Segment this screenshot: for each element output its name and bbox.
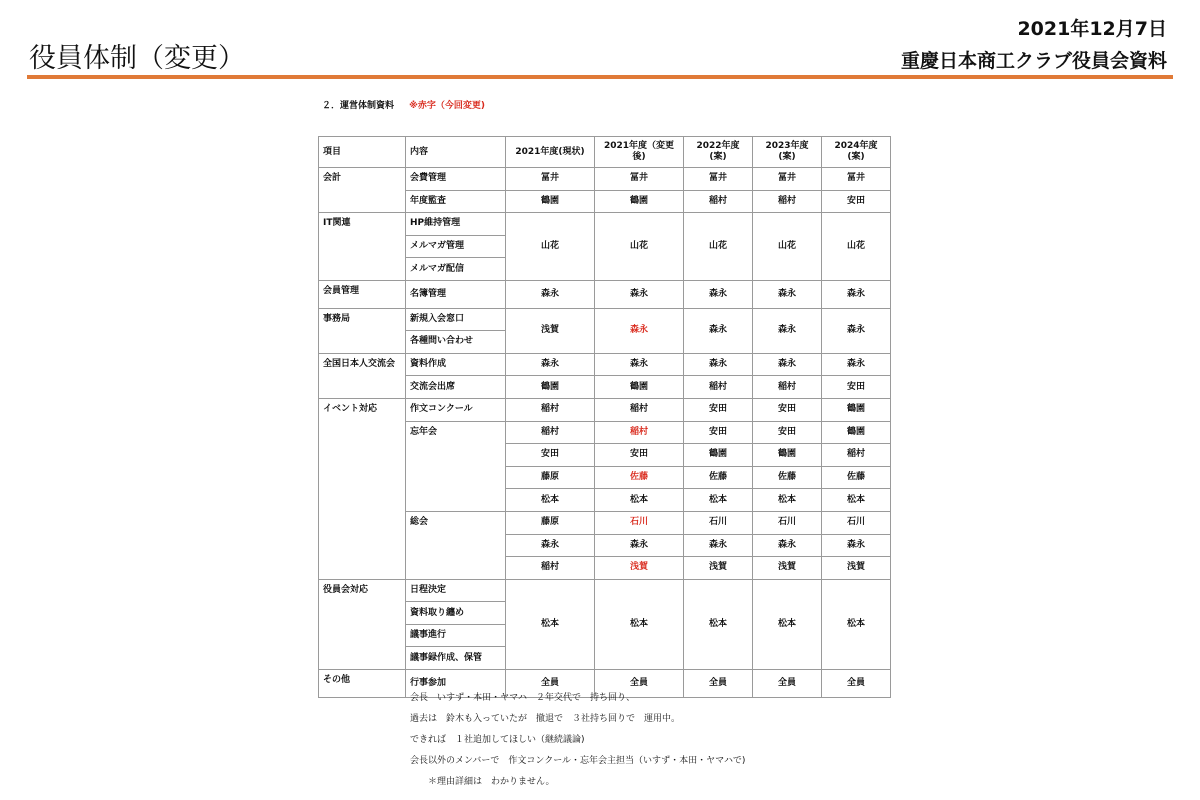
changed-value-cell: 浅賀 [595, 557, 684, 580]
value-cell: 森永 [684, 308, 753, 353]
value-cell: 安田 [822, 190, 891, 213]
table-row [319, 353, 891, 376]
value-cell: 森永 [684, 353, 753, 376]
value-cell: 全員 [822, 670, 891, 698]
note-line: 過去は 鈴木も入っていたが 撤退で ３社持ち回りで 運用中。 [410, 714, 681, 724]
value-cell: 稲村 [822, 444, 891, 467]
value-cell: 安田 [506, 444, 595, 467]
category-cell: イベント対応 [319, 398, 406, 579]
column-header: 2024年度(案) [822, 137, 891, 168]
value-cell: 森永 [753, 280, 822, 308]
value-cell: 山花 [822, 213, 891, 281]
changed-value-cell: 森永 [595, 308, 684, 353]
table-header-row [319, 137, 891, 168]
value-cell: 佐藤 [753, 466, 822, 489]
item-cell: 資料取り纏め [406, 602, 506, 625]
value-cell: 稲村 [684, 190, 753, 213]
value-cell: 安田 [753, 421, 822, 444]
value-cell: 松本 [684, 489, 753, 512]
item-cell: 議事進行 [406, 624, 506, 647]
category-cell: IT関連 [319, 213, 406, 281]
note-line: できれば １社追加してほしい（継続議論) [410, 735, 585, 745]
table-row [319, 213, 891, 236]
column-header: 2021年度(現状) [506, 137, 595, 168]
value-cell: 浅賀 [506, 308, 595, 353]
document-name: 重慶日本商工クラブ役員会資料 [900, 50, 1167, 72]
value-cell: 鶴園 [822, 421, 891, 444]
value-cell: 冨井 [684, 168, 753, 191]
changed-value-cell: 石川 [595, 511, 684, 534]
value-cell: 石川 [684, 511, 753, 534]
value-cell: 山花 [753, 213, 822, 281]
value-cell: 冨井 [595, 168, 684, 191]
value-cell: 浅賀 [753, 557, 822, 580]
value-cell: 浅賀 [822, 557, 891, 580]
value-cell: 佐藤 [822, 466, 891, 489]
value-cell: 安田 [595, 444, 684, 467]
value-cell: 森永 [822, 308, 891, 353]
value-cell: 森永 [684, 280, 753, 308]
column-header: 内容 [406, 137, 506, 168]
value-cell: 松本 [506, 489, 595, 512]
section-heading [322, 98, 485, 111]
table-row [319, 579, 891, 602]
value-cell: 石川 [822, 511, 891, 534]
value-cell: 安田 [753, 398, 822, 421]
value-cell: 稲村 [684, 376, 753, 399]
value-cell: 鶴園 [753, 444, 822, 467]
section-note: ※赤字（今回変更) [409, 101, 486, 111]
value-cell: 石川 [753, 511, 822, 534]
value-cell: 山花 [506, 213, 595, 281]
category-cell: 会員管理 [319, 280, 406, 308]
section-heading-text: ２．運営体制資料 [322, 101, 395, 111]
item-cell: HP維持管理 [406, 213, 506, 236]
document-date: 2021年12月7日 [1017, 18, 1167, 40]
value-cell: 森永 [822, 353, 891, 376]
value-cell: 稲村 [506, 398, 595, 421]
title-divider [27, 75, 1173, 79]
category-cell: 事務局 [319, 308, 406, 353]
value-cell: 山花 [595, 213, 684, 281]
changed-value-cell: 佐藤 [595, 466, 684, 489]
value-cell: 全員 [506, 670, 595, 698]
item-cell: 日程決定 [406, 579, 506, 602]
value-cell: 森永 [506, 353, 595, 376]
item-cell: 交流会出席 [406, 376, 506, 399]
item-cell: 忘年会 [406, 421, 506, 511]
item-cell: 年度監査 [406, 190, 506, 213]
column-header: 2021年度（変更後) [595, 137, 684, 168]
value-cell: 佐藤 [684, 466, 753, 489]
notes-block [410, 688, 745, 793]
item-cell: 作文コンクール [406, 398, 506, 421]
value-cell: 安田 [684, 398, 753, 421]
category-cell: その他 [319, 670, 406, 698]
table-row [319, 398, 891, 421]
value-cell: 森永 [595, 353, 684, 376]
value-cell: 冨井 [753, 168, 822, 191]
item-cell: メルマガ管理 [406, 235, 506, 258]
note-line: ＊理由詳細は わかりません。 [428, 777, 555, 787]
column-header: 項目 [319, 137, 406, 168]
value-cell: 鶴園 [684, 444, 753, 467]
item-cell: 資料作成 [406, 353, 506, 376]
table-row [319, 308, 891, 331]
value-cell: 森永 [822, 534, 891, 557]
value-cell: 稲村 [506, 557, 595, 580]
value-cell: 森永 [595, 280, 684, 308]
value-cell: 稲村 [595, 398, 684, 421]
value-cell: 稲村 [753, 190, 822, 213]
value-cell: 藤原 [506, 511, 595, 534]
item-cell: 各種問い合わせ [406, 331, 506, 354]
value-cell: 全員 [684, 670, 753, 698]
value-cell: 森永 [753, 308, 822, 353]
page-title: 役員体制（変更） [29, 43, 245, 74]
item-cell: 名簿管理 [406, 280, 506, 308]
value-cell: 全員 [595, 670, 684, 698]
value-cell: 全員 [753, 670, 822, 698]
value-cell: 鶴園 [506, 376, 595, 399]
value-cell: 松本 [753, 579, 822, 669]
value-cell: 鶴園 [595, 190, 684, 213]
organization-table [318, 136, 891, 698]
category-cell: 役員会対応 [319, 579, 406, 669]
value-cell: 松本 [595, 489, 684, 512]
value-cell: 浅賀 [684, 557, 753, 580]
column-header: 2022年度(案) [684, 137, 753, 168]
value-cell: 森永 [506, 534, 595, 557]
value-cell: 鶴園 [822, 398, 891, 421]
value-cell: 森永 [753, 353, 822, 376]
value-cell: 松本 [753, 489, 822, 512]
column-header: 2023年度(案) [753, 137, 822, 168]
value-cell: 藤原 [506, 466, 595, 489]
value-cell: 鶴園 [506, 190, 595, 213]
value-cell: 森永 [684, 534, 753, 557]
item-cell: 行事参加 [406, 670, 506, 698]
value-cell: 冨井 [822, 168, 891, 191]
table-row [319, 280, 891, 308]
category-cell: 全国日本人交流会 [319, 353, 406, 398]
value-cell: 山花 [684, 213, 753, 281]
value-cell: 安田 [684, 421, 753, 444]
item-cell: メルマガ配信 [406, 258, 506, 281]
note-line: 会長 いすず・本田・ヤマハ ２年交代で 持ち回り、 [410, 693, 636, 703]
value-cell: 松本 [506, 579, 595, 669]
value-cell: 松本 [822, 579, 891, 669]
item-cell: 新規入会窓口 [406, 308, 506, 331]
item-cell: 会費管理 [406, 168, 506, 191]
value-cell: 森永 [595, 534, 684, 557]
value-cell: 松本 [822, 489, 891, 512]
value-cell: 森永 [753, 534, 822, 557]
note-line: 会長以外のメンバーで 作文コンクール・忘年会主担当（いすず・本田・ヤマハで) [410, 756, 746, 766]
value-cell: 冨井 [506, 168, 595, 191]
value-cell: 安田 [822, 376, 891, 399]
value-cell: 松本 [684, 579, 753, 669]
value-cell: 鶴園 [595, 376, 684, 399]
value-cell: 森永 [822, 280, 891, 308]
table-row [319, 168, 891, 191]
value-cell: 稲村 [753, 376, 822, 399]
value-cell: 稲村 [506, 421, 595, 444]
value-cell: 松本 [595, 579, 684, 669]
changed-value-cell: 稲村 [595, 421, 684, 444]
category-cell: 会計 [319, 168, 406, 213]
item-cell: 議事録作成、保管 [406, 647, 506, 670]
item-cell: 総会 [406, 511, 506, 579]
value-cell: 森永 [506, 280, 595, 308]
